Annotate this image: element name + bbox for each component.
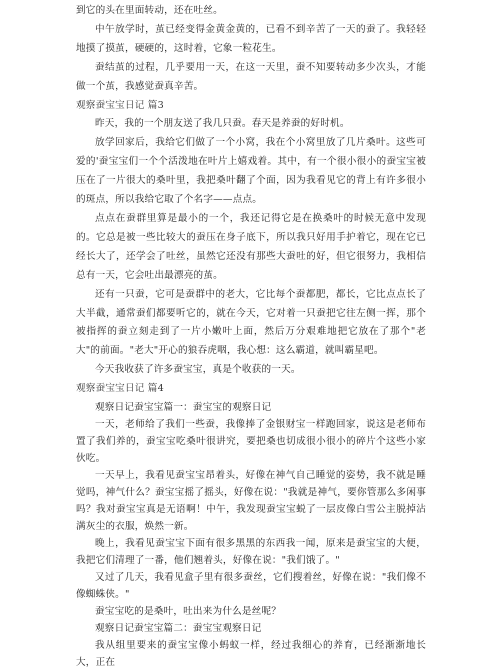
paragraph-2: 中午放学时，茧已经变得金黄金黄的，已看不到辛苦了一天的蚕了。我轻轻地摸了摸茧，硬硬的，这时着，它象一粒花生。	[76, 23, 426, 54]
subheading-diary-1: 观察日记蚕宝宝篇一：蚕宝宝的观察日记	[95, 402, 272, 414]
paragraph-5: 放学回家后，我给它们做了一个小窝，我在个小窝里放了几片桑叶。这些可爱的'蚕宝宝们一个个活泼地在叶片上嬉戏着。其中，有一个很小很小的蚕宝宝被压在了一片很大的桑叶里，我把桑叶翻了个面，因为我看见它的背上有许多很小的斑点，所以我给它取了个名字——点点。	[76, 137, 426, 206]
paragraph-3: 蚕结茧的过程，几乎要用一天，在这一天里，蚕不知要转动多少次头，才能做一个茧，我感觉蚕真辛苦。	[76, 61, 426, 92]
paragraph-11: 晚上，我看见蚕宝宝下面有很多黑黑的东西我一闻，原来是蚕宝宝的大便，我把它们清理了一番，他们翘着头，好像在说："我们饿了。"	[76, 538, 426, 567]
paragraph-6: 点点在蚕群里算是最小的一个，我还记得它是在换桑叶的时候无意中发现的。它总是被一些比较大的蚕压在身子底下，所以我只好用手护着它，现在它已经长大了，还学会了吐丝，虽然它还没有那些大蚕吐的好，但它很努力，我相信总有一天，它会吐出最漂亮的茧。	[76, 212, 426, 281]
paragraph-8: 今天我收获了许多蚕宝宝，真是个收获的一天。	[95, 364, 301, 376]
subheading-diary-2: 观察日记蚕宝宝篇二：蚕宝宝观察日记	[95, 623, 262, 635]
section-heading-3: 观察蚕宝宝日记 篇3	[76, 99, 164, 111]
paragraph-4: 昨天，我的一个朋友送了我几只蚕。春天是养蚕的好时机。	[95, 118, 350, 130]
paragraph-13: 蚕宝宝吃的是桑叶，吐出来为什么是丝呢？	[95, 606, 282, 618]
paragraph-12: 又过了几天，我看见盒子里有很多蚕丝，它们搜着丝，好像在说："我们像不像蜘蛛侠。"	[76, 572, 426, 601]
paragraph-9: 一天，老师给了我们一些蚕，我像捧了金银财宝一样跑回家，说这是老师布置了我们养的，蚕宝宝吃桑叶很讲究，要把桑也切成很小很小的碎片个这些小家伙吃。	[76, 419, 426, 465]
paragraph-1: 到它的头在里面转动，还在吐丝。	[76, 5, 223, 16]
section-heading-4: 观察蚕宝宝日记 篇4	[76, 383, 164, 395]
paragraph-10: 一天早上，我看见蚕宝宝昂着头，好像在神气自己睡觉的姿势，我不就是睡觉吗，神气什么？蚕宝宝摇了摇头，好像在说："我就是神气，要你管那么多闲事吗？我对蚕宝宝真是无语啊！中午，我发现蚕宝宝蜕了一层皮像白雪公主脱掉沾满灰尘的衣服，焕然一新。	[76, 470, 426, 533]
paragraph-7: 还有一只蚕，它可是蚕群中的老大，它比每个蚕都肥，都长，它比点点长了大半截，通常蚕们都要听它的，就在今天，它对着一只蚕把它往左侧一挥，那个被指挥的蚕立刻走到了一片小嫩叶上面，然后万分艰难地把它放在了那个"老大"的前面。"老大"开心的狼吞虎咽，我心想：这么霸道，就叫霸星吧。	[76, 288, 426, 357]
paragraph-14: 我从组里要来的蚕宝宝像小蚂蚁一样，经过我细心的养育，已经渐渐地长大，正在	[76, 640, 426, 669]
